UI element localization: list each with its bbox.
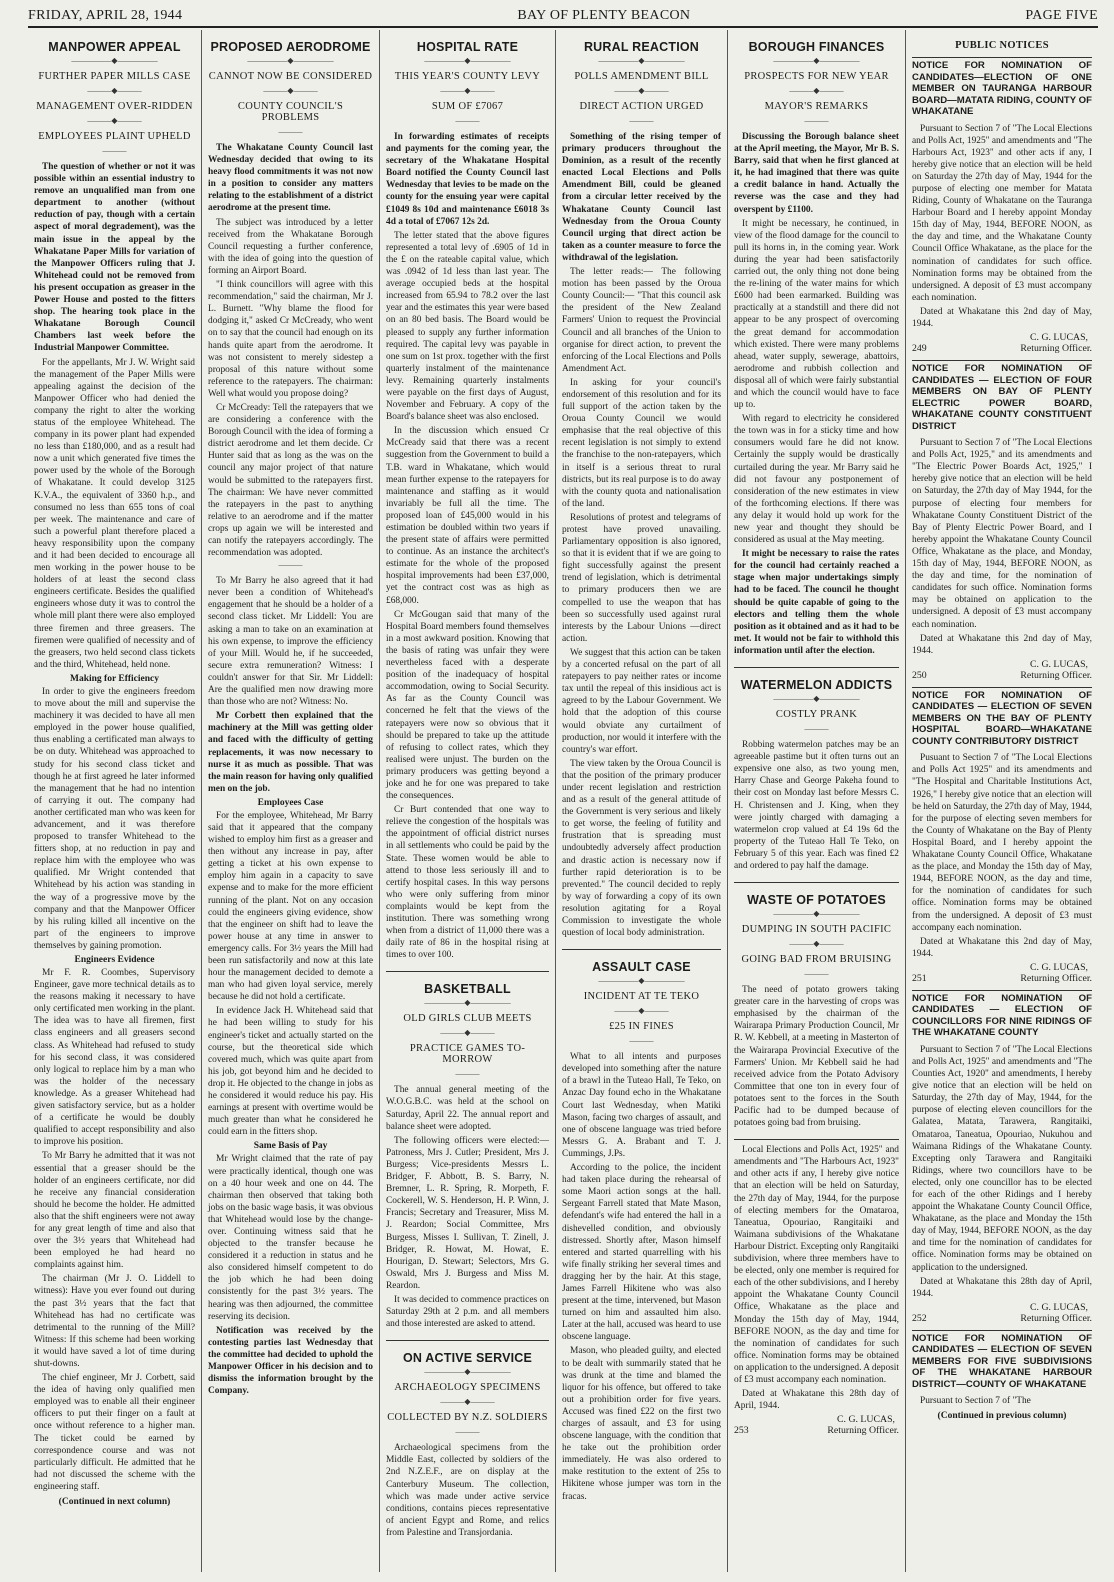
- ornament-divider: ———◆———: [614, 86, 669, 95]
- notice-number: 250: [912, 669, 927, 681]
- ornament-divider: —————◆—————: [773, 56, 860, 65]
- paragraph: To Mr Barry he also agreed that it had never been a condition of Whitehead's engagement that he should be a holder of a second class ticket. Mr Liddell: You are asking a man to take on an examination at his own expense, to improve the efficiency of your Mill. Would he, if he succeeded, secure extra remuneration? Witness: I couldn't answer for that Sir. Mr Liddell: Are the qualified men now drawing more than those who are not? Witness: No.: [208, 576, 373, 708]
- paragraph: The need of potato growers taking greater care in the harvesting of crops was emphasised by the chairman of the Wairarapa Primary Production Council, Mr R. W. Kebbell, at a meeting in Masterton of the Wairarapa Provincial Executive of the Farmers' Union. Mr Kebbell said he had received advice from the Potato Advisory Committee that one ton in every four of potatoes sent to the forces in the South Pacific had to be dumped because of potatoes going bad from bruising.: [734, 985, 899, 1129]
- headline: PROPOSED AERODROME: [210, 40, 371, 54]
- headline: HOSPITAL RATE: [416, 40, 519, 54]
- ornament-divider: ———: [804, 116, 829, 125]
- subheading: ARCHAEOLOGY SPECIMENS: [394, 1382, 541, 1394]
- masthead: [28, 6, 1098, 28]
- subheading: THIS YEAR'S COUNTY LEVY: [394, 71, 541, 82]
- notice-dated: Dated at Whakatane this 28th day of April, 1944.: [734, 1389, 899, 1412]
- notice-body: Pursuant to Section 7 of "The Local Elections and Polls Act, 1925," and its amendments and "The Electric Power Boards Act, 1925," I hereby give notice that an election will be held on Saturday, the 27th day of May 1944, for the purpose of electing four members for Whakatane County Constituent District of the Bay of Plenty Electric Power Board, and I hereby appoint the Whakatane County Council Office, Whakatane as the place, and Monday, 15th day of May, 1944, BEFORE NOON, as the day and time, for the nomination of candidates for such office. Nomination forms may be obtained on application to the undersigned. A deposit of £3 must accompany each nomination.: [912, 438, 1092, 630]
- notice-officer-title: Returning Officer.: [1020, 972, 1092, 984]
- notice: [912, 687, 1092, 984]
- notice-number: 252: [912, 1312, 927, 1324]
- subheading: SUM OF £7067: [431, 101, 504, 112]
- notice: [912, 57, 1092, 354]
- section-rule: [386, 971, 549, 972]
- notice-dated: Dated at Whakatane this 2nd day of May, 1944.: [912, 633, 1092, 656]
- ornament-divider: ———◆———: [440, 1028, 495, 1038]
- lead-paragraph: The Whakatane County Council last Wednesday decided that owing to its heavy flood commitments it was not now in a position to consider any matters relating to the establishment of a district aerodrome at the present time.: [208, 143, 373, 214]
- ornament-divider: ———◆———: [263, 86, 318, 95]
- subheading: DIRECT ACTION URGED: [579, 101, 704, 112]
- paragraph: The annual general meeting of the W.O.G.B.C. was held at the school on Saturday, April 22. The annual report and balance sheet were adopted.: [386, 1085, 549, 1132]
- paragraph: The letter stated that the above figures represented a total levy of .6905 of 1d in the £ on the rateable capital value, which was .0942 of 1d less than last year. The average occupied beds at the hospital increased from 65.94 to 78.2 over the last year and the estimates this year were based on an 80 bed basis. The Board would be pleased to supply any further information required. The capital levy was payable in one sum on 1st prox. together with the first quarterly instalment of the maintenance levy. Remaining quarterly instalments were payable on the first days of August, November and February. A copy of the Board's balance sheet was also enclosed.: [386, 230, 549, 423]
- notice-footer: [912, 1313, 1092, 1324]
- column-proposed-aerodrome: [202, 30, 380, 1572]
- notice-footer: [734, 1425, 899, 1436]
- notice-body: Pusuant to Section 7 of "The Local Elections and Polls Act 1925" and its amendments and "The Hospital and Charitable Institutions Act, 1926," I hereby give notice that an election will be held on Saturday, the 27th day of May, 1944, for the purpose of electing seven members for the County of Whakatane on the Bay of Plenty Hospital Board, and I hereby appoint the Whakatane County Council Office, Whakatane as the place, and Monday the 15th day of May, 1944, BEFORE NOON, as the day and time, for the nomination of candidates for such office. Nomination forms may be obtained from the undersigned. A deposit of £3 must accompany each nomination.: [912, 753, 1092, 933]
- paragraph: The letter reads:— The following motion has been passed by the Oroua County Council:— "That this council ask the president of the New Zealand Farmers' Union to request the Provincial Council and all branches of the Union to organise for direct action, to prevent the enforcing of the Local Elections and Polls Amendment Act.: [562, 267, 721, 374]
- paragraph: In evidence Jack H. Whitehead said that he had been willing to study for his engineer's ticket and actually started on the course, but the theoretical side which covered much, which was quite apart from his job, got beyond him and he decided to drop it. He objected to the change in jobs as he considered it would reduce his pay. His earnings at present with overtime would be much greater than what he considered he could earn in the fitters shop.: [208, 1006, 373, 1138]
- notice-dated: Dated at Whakatane this 28th day of April, 1944.: [912, 1276, 1092, 1299]
- lead-paragraph: The question of whether or not it was possible within an essential industry to remove an unqualified man from one department to another (without reduction of pay, though with a certain aspect of moral degradement), was the main issue in the appeal by the Whakatane Paper Mills for variation of the Manpower Officers ruling that J. Whitehead could not be removed from his present occupation as greaser in the Power House and posted to the fitters shop. The hearing took place in the Whakatane Borough Council Chambers last week before the Industrial Manpower Committee.: [34, 162, 195, 354]
- crosshead: Engineers Evidence: [74, 955, 155, 965]
- notice-officer-title: Returning Officer.: [827, 1425, 899, 1437]
- paragraph: The view taken by the Oroua Council is that the position of the primary producer under recent legislation and restriction and as a result of the general attitude of the Government is very serious and likely to get worse, the feeling of futility and frustration that is spreading must undoubtedly adversely affect production and drastic action is necessary now if further rapid deterioration is to be prevented." The council decided to reply by way of forwarding a copy of its own resolution agitating for a Royal Commission to investigate the whole question of local body administration.: [562, 758, 721, 939]
- notice-body: Pursuant to Section 7 of "The Local Elections and Polls Act, 1925" and amendments and "The Harbours Act, 1923" and other acts if any, I hereby give notice that an election will be held on Saturday the 27th day of May, 1944 for the purpose of electing one member for Matata Riding, County of Whakatane on the Tauranga Harbour Board and I hereby appoint Monday 15th day of May, 1944, BEFORE NOON, as the day and time, and the Whakatane County Council Office Whakatane, as the place for the nomination of candidates for such office. Nomination forms may be obtained from the undersigned. A deposit of £3 must accompany each nomination.: [912, 123, 1092, 303]
- paragraph: It was decided to commence practices on Saturday 29th at 2 p.m. and all members and those interested are asked to attend.: [386, 1294, 549, 1330]
- notice-officer-title: Returning Officer.: [1020, 343, 1092, 355]
- paragraph: For the appellants, Mr J. W. Wright said the management of the Paper Mills were appealing against the decision of the Manpower Officer who had denied the company the right to alter the working status of the employee Whitehead. The company in its power plant had expended no less than £180,000, and as a result had now a unit which generated five times the power used by the whole of the Borough of Whakatane. It could develop 3125 K.V.A., the equivalent of 3360 h.p., and consumed no less than 655 tons of coal per week. The maintenance and care of such a powerful plant therefore placed a heavy responsibility upon the company and it had been decided to encourage all men working in the power house to be holders of at least the second class engineers certificate. Besides the qualified engineers whose duty it was to control the whole mill plant there were also employed three firemen and three greasers. The firemen were qualified of necessity and of the greasers, two held second class tickets and the third, Whitehead, held none.: [34, 357, 195, 670]
- ornament-divider: ———◆———: [87, 116, 142, 125]
- notice-heading: NOTICE FOR NOMINATION OF CANDIDATES — ELECTION OF SEVEN MEMBERS FOR FIVE SUBDIVISIONS OF THE WHAKATANE HARBOUR DISTRICT—COUNTY OF WHAKATANE: [912, 1332, 1092, 1390]
- page-number: PAGE FIVE: [1025, 8, 1098, 23]
- headline: ASSAULT CASE: [592, 960, 691, 975]
- lead-paragraph: Something of the rising temper of primary producers throughout the Dominion, as a result of the recently enacted Local Elections and Polls Amendment Bill, could be gleaned from a circular letter received by the Whakatane County Council last Wednesday from the Oroua County Council urging that direct action be taken as a counter measure to force the withdrawal of the legislation.: [562, 132, 721, 263]
- section-rule: [734, 1139, 899, 1140]
- paragraph: The chairman (Mr J. O. Liddell to witness): Have you ever found out during the past 3½ years that the fact that Whitehead has had no certificate was detrimental to the running of the Mill? Witness: If this scheme had been working it would have saved a lot of time during shut-downs.: [34, 1274, 195, 1369]
- ornament-divider: —————◆—————: [598, 56, 685, 65]
- notice: [912, 990, 1092, 1324]
- bold-paragraph: Notification was received by the contesting parties last Wednesday that the committee had decided to uphold the Manpower Officer in his decision and to dismiss the information brought by the Company.: [208, 1325, 373, 1397]
- paragraph: The following officers were elected:—Patroness, Mrs J. Cutler; President, Mrs J. Burgess; Vice-presidents Messrs L. Bridger, F. Abbott, B. S. Barry, N. Bremner, L. R. Spring, R. Morpeth, F. Cockerell, W. S. Henderson, H. P. Winn, J. Francis; Secretary and Treasurer, Miss M. J. Reardon; Social Committee, Mrs Burgess, Misses I. Sullivan, T. Zinell, J. Bridger, R. Howat, M. Howat, E. Hourigan, D. Stewart; Selectors, Mrs G. Oswald, Mrs J. Burgess and Miss M. Reardon.: [386, 1135, 549, 1291]
- notice-number: 249: [912, 343, 927, 355]
- notice-body: Pursuant to Section 7 of "The: [920, 1396, 1031, 1407]
- subheading: CANNOT NOW BE CONSIDERED: [208, 71, 373, 82]
- paragraph: Mason, who pleaded guilty, and elected to be dealt with summarily stated that he was drunk at the time and blamed the liquor for his offence, but offered to take out a prohibition order for five years. Accused was fined £22 on the first two charges of assault, and £3 for using obscene language, with the condition that he take out the prohibition order immediately. He was also ordered to make restitution to the extent of 25s to Hikitene whose jumper was torn in the fracas.: [562, 1346, 721, 1502]
- ornament-divider: ———◆———: [614, 1006, 669, 1016]
- ornament-divider: ———: [629, 1036, 654, 1046]
- headline: BOROUGH FINANCES: [748, 40, 885, 54]
- ornament-divider: ———: [629, 116, 654, 125]
- issue-date: FRIDAY, APRIL 28, 1944: [28, 8, 183, 23]
- subheading: INCIDENT AT TE TEKO: [583, 991, 700, 1003]
- ornament-divider: ———: [455, 1427, 480, 1437]
- notice-heading: NOTICE FOR NOMINATION OF CANDIDATES — ELECTION OF COUNCILLORS FOR NINE RIDINGS OF THE WHAKATANE COUNTY: [912, 992, 1092, 1039]
- paragraph: It might be necessary, he continued, in view of the flood damage for the council to pull its horns in, in the coming year. Work during the year had been satisfactorily carried out, the only thing not done being the re-lining of the water mains for which £600 had been earmarked. Building was practically at a standstill and there did not appear to be any prospect of overcoming the great demand for accommodation which existed. There were many problems ahead, water supply, sewerage, abattoirs, aerodrome and rubbish collection and disposal all of which were fairly substantial and which the council would have to face up to.: [734, 218, 899, 411]
- paragraph: Robbing watermelon patches may be an agreeable pastime but it often turns out an expensive one also, as two young men, Harry Chase and George Pakeha found to their cost on Monday last before Messrs C. H. Christensen and J. King, when they were jointly charged with damaging a watermelon crop valued at £4 19s 6d the property of the Tuteao Hall Te Teko, on February 5 of this year. Each was fined £2 and ordered to pay half the damage.: [734, 740, 899, 871]
- bold-paragraph: Mr Corbett then explained that the machinery at the Mill was getting older and faced with the difficulty of getting replacements, it was now necessary to nurse it as much as possible. That was the main reason for having only qualified men on the job.: [208, 711, 373, 794]
- ornament-divider: ———: [278, 560, 303, 570]
- subheading: POLLS AMENDMENT BILL: [574, 71, 709, 82]
- notice-signature: C. G. LUCAS,: [1030, 1301, 1088, 1313]
- ornament-divider: —————◆—————: [773, 694, 860, 704]
- notice-signature: C. G. LUCAS,: [1030, 332, 1088, 344]
- notice-number: 251: [912, 972, 927, 984]
- ornament-divider: —————◆—————: [71, 56, 158, 65]
- ornament-divider: ———◆———: [440, 1397, 495, 1407]
- paragraph: In order to give the engineers freedom to move about the mill and supervise the machinery it was decided to have all men employed in the power house qualified, thus enabling a certificated man always to be on duty. Whitehead was approached to study for his second class ticket and though he at first agreed he later informed the management that he had no intention of carrying it out. The company had another certificated man who was keen for advancement, and it was therefore proposed to transfer Whitehead to the fitters shop, at no reduction in pay and replace him with the employee who was qualified. Mr Wright contended that Whitehead by his action was standing in the way of a progressive move by the company and that the Manpower Officer by his ruling killed all incentive on the part of the engineers to improve themselves by gaining promotion.: [34, 686, 195, 951]
- paragraph: Resolutions of protest and telegrams of protest have proved unavailing. Parliamentary opposition is also ignored, so that it is evident that if we are going to fight successfully against the present trend of legislation, which is detrimental to primary producers then we are compelled to use the weapon that has been so successfully used against rural interests by the Labour Unions —direct action.: [562, 512, 721, 644]
- headline: RURAL REACTION: [583, 40, 700, 54]
- column-hospital-rate: [380, 30, 556, 1572]
- column-manpower-appeal: [28, 30, 202, 1572]
- headline: MANPOWER APPEAL: [48, 40, 181, 54]
- continued-note: (Continued in next column): [58, 1497, 171, 1508]
- paragraph: Archaeological specimens from the Middle East, collected by soldiers of the 2nd N.Z.E.F., are on display at the Canterbury Museum. The collection, which was made under active service conditions, contains pieces representative of ancient Egypt and Rome, and relics from Palestine and Transjordania.: [386, 1443, 549, 1538]
- ornament-divider: ———: [102, 146, 127, 155]
- column-rural-reaction: [556, 30, 728, 1572]
- ornament-divider: ———◆———: [789, 939, 844, 949]
- paragraph: We suggest that this action can be taken by a concerted refusal on the part of all ratepayers to pay neither rates or income tax until the repeal of this insidious act is agreed to by the Labour Government. We hold that the adoption of this course would obviate any curtailment of production, nor would it interfere with the country's war effort.: [562, 647, 721, 755]
- section-rule: [562, 949, 721, 950]
- ornament-divider: —————◆—————: [424, 56, 511, 65]
- subheading: MANAGEMENT OVER-RIDDEN: [36, 101, 193, 112]
- notice-footer: [912, 670, 1092, 681]
- subheading: DUMPING IN SOUTH PACIFIC: [741, 924, 892, 936]
- ornament-divider: —————◆—————: [773, 909, 860, 919]
- section-rule: [734, 882, 899, 883]
- ornament-divider: —————◆—————: [247, 56, 334, 65]
- paragraph: In asking for your council's endorsement of this resolution and for its full support of the action taken by the Oroua County Council we would emphasise that the real objective of this recent legislation is not simply to extend the franchise to the non-ratepayers, which in itself is a serious threat to rural districts, but its real purpose is to do away with the county quota and nationalisation of the land.: [562, 377, 721, 509]
- ornament-divider: ———◆———: [87, 86, 142, 95]
- section-rule: [386, 1340, 549, 1341]
- notice-officer-title: Returning Officer.: [1020, 669, 1092, 681]
- notice-heading: NOTICE FOR NOMINATION OF CANDIDATES — ELECTION OF FOUR MEMBERS ON BAY OF PLENTY ELECTRIC POWER BOARD, WHAKATANE COUNTY CONSTITUENT DISTRICT: [912, 363, 1092, 432]
- notice: [912, 1330, 1092, 1422]
- paragraph: Cr McCready: Tell the ratepayers that we are considering a conference with the Borough Council with the idea of forming a district aerodrome and let them decide. Cr Hunter said that as long as the was on the council any major project of that nature would be submitted to the ratepayers first. The chairman: We have never committed the ratepayers in the past to anything relative to an aerodrome and if the matter crops up again we will be interested and can notify the ratepayers accordingly. The recommendation was adopted.: [208, 402, 373, 559]
- bold-paragraph: It might be necessary to raise the rates for the council had certainly reached a stage when major undertakings simply had to be faced. The council he thought should be quite capable of going to the electors and telling them the whole position as it obtained and as it had to be met. It would not be fair to withhold this information until after the election.: [734, 549, 899, 656]
- subheading: EMPLOYEES PLAINT UPHELD: [38, 131, 191, 142]
- notice: [912, 360, 1092, 681]
- notice-dated: Dated at Whakatane this 2nd day of May, 1944.: [912, 936, 1092, 959]
- subheading: PRACTICE GAMES TO-MORROW: [409, 1043, 526, 1066]
- lead-paragraph: Discussing the Borough balance sheet at the April meeting, the Mayor, Mr B. S. Barry, said that when he first glanced at it, he had imagined that there was quite a credit balance in hand. Actually the reverse was the case and they had overspent by £1100.: [734, 132, 899, 215]
- ornament-divider: —————◆—————: [424, 1367, 511, 1377]
- section-heading: PUBLIC NOTICES: [955, 40, 1049, 51]
- notice-continuation: Local Elections and Polls Act, 1925" and amendments and "The Harbours Act, 1923" and other acts if any, I hereby give notice that an election will be held on Saturday, the 27th day of May, 1944, for the purpose of electing members for the Omataroa, Taneatua, Opouriao, Rangitaiki and Waimana subdivisions of the Whakatane Harbour District. Excepting only Rangitaiki subdivision, where three members have to be elected, only one member is required for each of the other subdivisions, and I hereby appoint the Whakatane County Council Office, Whakatane as the place and Monday the 15th day of May, 1944, BEFORE NOON, as the day and time for the nomination of candidates for such office. Nomination forms may be obtained on application to the undersigned. A deposit of £3 must accompany each nomination.: [734, 1145, 899, 1385]
- paragraph: With regard to electricity he considered the town was in for a sticky time and how consumers would fare he did not know. Certainly the supply would be drastically curtailed during the year. Mr Barry said he did not favour any postponement of consideration of the new estimates in view of the forthcoming elections. If there was any delay it would hold up work for the new year and thought they should be considered as usual at the May meeting.: [734, 414, 899, 546]
- notice-officer-title: Returning Officer.: [1020, 1312, 1092, 1324]
- paragraph: For the employee, Whitehead, Mr Barry said that it appeared that the company wished to employ him first as a greaser and then without any increase in pay, after getting a ticket at his own expense to employ him again in a capacity to save expense and to make for the more efficient running of the plant. Not on any occasion could the engineers giving evidence, show that the engineer on shift had to leave the power house at any time in answer to emergency calls. For 3½ years the Mill had been run satisfactorily and now at this late hour the management decided to demote a man who had given loyal service, merely because he did not hold a certificate.: [208, 810, 373, 1003]
- subheading: COSTLY PRANK: [775, 709, 858, 721]
- notice-body: Pursuant to Section 7 of "The Local Elections and Polls Act, 1925" and amendments and "The Counties Act, 1920" and amendments, I hereby give notice that an election will be held on Saturday, the 27th day of May, 1944, for the purpose of electing eleven councillors for the Galatea, Matata, Tarawera, Rangitaiki, Omataroa, Taneatua, Opouriao, Nukuhou and Waimana Ridings of the Whakatane County. Excepting only Tarawera and Rangitaiki Ridings, where two councillors have to be elected, only one councillor has to be elected for each of the other Ridings and I hereby appoint the Whakatane County Council Office, Whakatane, as the place and Monday the 15th day of May, 1944, BEFORE NOON, as the day and time for the nomination of candidates for office. Nomination forms may be obtained on application to the undersigned.: [912, 1044, 1092, 1273]
- paragraph: The subject was introduced by a letter received from the Whakatane Borough Council requesting a further conference, with the idea of going into the question of forming an Airport Board.: [208, 217, 373, 276]
- headline: WATERMELON ADDICTS: [740, 678, 893, 693]
- lead-paragraph: In forwarding estimates of receipts and payments for the coming year, the secretary of the Whakatane Hospital Board notified the County Council last Wednesday that levies to be made on the county for the ensuing year were capital £1049 8s 10d and maintenance £6018 3s 4d a total of £7067 12s 2d.: [386, 132, 549, 227]
- subheading: COLLECTED BY N.Z. SOLDIERS: [387, 1412, 548, 1424]
- crosshead: Employees Case: [257, 797, 324, 808]
- continued-note: (Continued in previous column): [937, 1411, 1067, 1422]
- subheading: COUNTY COUNCIL'S PROBLEMS: [237, 101, 344, 123]
- ornament-divider: —————◆—————: [424, 998, 511, 1008]
- headline: WASTE OF POTATOES: [747, 893, 886, 908]
- paragraph: "I think councillors will agree with this recommendation," said the chairman, Mr J. L. Burnett. "Why blame the flood for dodging it," asked Cr McCready, who went on to say that the council had enough on its hands quite apart from the aerodrome. It was not consistent to merely sidestep a proposal of this nature without some reference to the ratepayers. The chairman: Well what would you propose doing?: [208, 280, 373, 399]
- notice-dated: Dated at Whakatane this 2nd day of May, 1944.: [912, 306, 1092, 329]
- notice-signature: C. G. LUCAS,: [1030, 961, 1088, 973]
- ornament-divider: ———◆———: [789, 86, 844, 95]
- paper-name: BAY OF PLENTY BEACON: [517, 8, 691, 23]
- ornament-divider: ———: [804, 969, 829, 979]
- crosshead: Same Basis of Pay: [253, 1141, 328, 1152]
- subheading: £25 IN FINES: [609, 1021, 674, 1033]
- ornament-divider: —————◆—————: [598, 976, 685, 986]
- notice-footer: [912, 973, 1092, 984]
- headline: BASKETBALL: [424, 982, 511, 997]
- notice-signature: C. G. LUCAS,: [837, 1414, 895, 1426]
- crosshead: Making for Efficiency: [69, 673, 159, 684]
- notice-heading: NOTICE FOR NOMINATION OF CANDIDATES — ELECTION OF SEVEN MEMBERS ON THE BAY OF PLENTY HOSPITAL BOARD—WHAKATANE COUNTY CONTRIBUTORY DISTRICT: [912, 689, 1092, 747]
- ornament-divider: ———: [455, 116, 480, 125]
- paragraph: According to the police, the incident had taken place during the rehearsal of some Maori action songs at the hall. Sergeant Farrell stated that Mate Mason, defendant's wife had entered the hall in a dishevelled condition, and obviously distressed. Shortly after, Mason himself entered and started quarrelling with his wife finally striking her several times and dragging her by the hair. At this stage, James Farrell Hikitene who was also present at the time, intervened, but Mason turned on him and assaulted him also. Later at the hall, accused was heard to use obscene language.: [562, 1163, 721, 1343]
- notice-signature: C. G. LUCAS,: [1030, 658, 1088, 670]
- ornament-divider: ———: [455, 1069, 480, 1079]
- columns: [28, 30, 1098, 1572]
- notice-footer: [912, 343, 1092, 354]
- paragraph: Cr McGougan said that many of the Hospital Board members found themselves in a most awkward position. Knowing that the basis of rating was unfair they were nevertheless faced with a desperate position of the inadequacy of hospital accommodation, owing to Social Security. As far as the County Council was concerned he felt that the views of the ratepayers were now so obvious that it should be prepared to take up the attitude of refusing to collect rates, which they realised were unjust. The burden on the primary producers was getting beyond a joke and he for one was prepared to take the consequences.: [386, 609, 549, 802]
- paragraph: The chief engineer, Mr J. Corbett, said the idea of having only qualified men employed was to enable all their engineer officers to put their finger on a fault at once without reference to a higher man. The ticket could be earned by correspondence course and was not particularly difficult. He admitted that he had not discussed the scheme with the engineering staff.: [34, 1373, 195, 1492]
- paragraph: What to all intents and purposes developed into something after the nature of a brawl in the Tuteao Hall, Te Teko, on Anzac Day found echo in the Whakatane Court last Wednesday, when Matiki Mason, facing two charges of assault, and one of obscene language was tried before Messrs G. A. Brabant and T. J. Cummings, J.Ps.: [562, 1052, 721, 1159]
- subheading: FURTHER PAPER MILLS CASE: [38, 71, 191, 82]
- column-public-notices: [906, 30, 1098, 1572]
- subheading: OLD GIRLS CLUB MEETS: [403, 1013, 532, 1025]
- paragraph: Cr Burt contended that one way to relieve the congestion of the hospitals was the appointment of official district nurses in all settlements who could be paid by the State. These women would be able to attend to those less seriously ill and to certify hospital cases. In this way persons who were only suffering from minor complaints would be kept from the institution. There was something wrong when from a district of 11,000 there was a daily rate of 86 in the hospital rising at times to over 100.: [386, 805, 549, 961]
- paragraph: Mr Wright claimed that the rate of pay were practically identical, though one was on a 40 hour week and one on 44. The chairman then observed that taking both jobs on the basic wage basis, it was obvious that Whitehead would lose by the change-over. Continuing witness said that he objected to the transfer because he considered it a reduction in status and he also considered himself competent to do the job which he had been doing consistently for the past 3½ years. The hearing was then adjourned, the committee reserving its decision.: [208, 1154, 373, 1322]
- ornament-divider: ———: [804, 724, 829, 734]
- subheading: MAYOR'S REMARKS: [764, 101, 869, 112]
- notice-heading: NOTICE FOR NOMINATION OF CANDIDATES—ELECTION OF ONE MEMBER ON TAURANGA HARBOUR BOARD—MATATA RIDING, COUNTY OF WHAKATANE: [912, 60, 1092, 117]
- paragraph: Mr F. R. Coombes, Supervisory Engineer, gave more technical details as to the reasons making it necessary to have only certificated men working in the plant. The idea was to have all firemen, first class engineers and all greasers second class. As Whitehead had refused to study for his second class, it was considered only logical to replace him by a man who was the holder of the necessary knowledge. As a greaser Whitehead had given satisfactory service, but as a holder of a certificate he would be doubly qualified to accept responsibility and also to improve his position.: [34, 968, 195, 1148]
- paragraph: In the discussion which ensued Cr McCready said that there was a recent suggestion from the Government to build a T.B. ward in Whakatane, which would mean further expense to the ratepayers for maintenance and staffing as it would invariably be full all the time. The proposed loan of £45,000 would in his estimation be doubled within two years if the present state of affairs were permitted to continue. As an instance the architect's estimate for the whole of the proposed hospital improvements had been £37,000, yet the contract cost was as high as £68,000.: [386, 426, 549, 606]
- headline: ON ACTIVE SERVICE: [402, 1351, 533, 1366]
- column-borough-finances: [728, 30, 906, 1572]
- ornament-divider: ———: [278, 127, 303, 136]
- subheading: PROSPECTS FOR NEW YEAR: [744, 71, 889, 82]
- paragraph: To Mr Barry he admitted that it was not essential that a greaser should be the holder of an engineers certificate, nor did he receive any financial consideration should he become the holder. He admitted also that the shift engineers were not away for any great length of time and also that over the 3½ years that Whitehead had been employed he had heard no complaints against him.: [34, 1151, 195, 1271]
- section-rule: [734, 667, 899, 668]
- ornament-divider: ———◆———: [440, 86, 495, 95]
- subheading: GOING BAD FROM BRUISING: [741, 954, 892, 966]
- notice-number: 253: [734, 1425, 749, 1437]
